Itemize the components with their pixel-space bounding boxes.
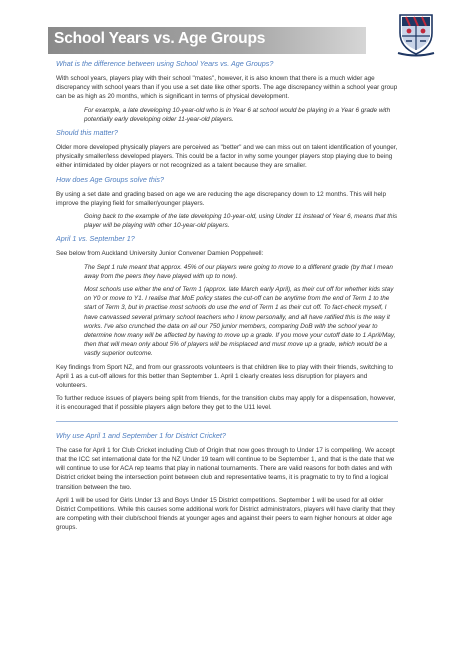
convener-quote: The Sept 1 rule meant that approx. 45% of our players were going to move to a different grade (by that I mean away from the peers they have played with up to now). (84, 263, 393, 280)
club-crest-logo (397, 9, 435, 57)
section-heading-april-vs-september: April 1 vs. September 1? (56, 234, 135, 244)
convener-quote: Most schools use either the end of Term 1 (approx. late March early April), as their cut off for whether kids stay on Y0 or move to Y1. I realise that MoE policy states the cut-off can be anytime from the end of Term 1 to the start of Term 3, but in practise most schools do use the end of Term 1 as their cut off. To fact-check myself, I have canvassed several primary school teachers who I know personally, and all have ratified this is the way it works. I've also crunched the data on all our 750 junior members, comparing DoB with the school year to determine how many will be affected by having to move up a grade. If you move your cutoff date to 1 April/May, then that will mean only about 5% of players will be misplaced and must move up a grade, which would be a vastly superior outcome. (84, 286, 396, 358)
paragraph: Older more developed physically players are perceived as "better" and we can miss out on talent identification of younger, physically smaller/less developed players. This could be a factor in why some younger players stop playing due to being either intimidated by older players or not recognized as a talent because they are smaller. (56, 144, 398, 170)
section-heading-district-cricket: Why use April 1 and September 1 for District Cricket? (56, 430, 226, 440)
paragraph: To further reduce issues of players being split from friends, for the transition clubs may apply for a dispensation, however, it is encouraged that if possible players align before they get to the U11 level. (56, 395, 396, 412)
example-quote: For example, a late developing 10-year-old who is in Year 6 at school would be playing in a Year 6 grade with potentially early developing older 11-year-old players. (84, 106, 391, 123)
paragraph: April 1 will be used for Girls Under 13 and Boys Under 15 District competitions. September 1 will be used for all older District Competitions. While this causes some additional work for District administrators, players will have clarity that they are competing with their club/school friends at younger ages and against their peers to earn higher honours at older age groups. (56, 496, 395, 532)
paragraph: By using a set date and grading based on age we are reducing the age discrepancy down to 12 months. This will help improve the playing field for smaller/younger players. (56, 190, 386, 207)
document-body (56, 59, 398, 537)
paragraph: See below from Auckland University Junior Convener Damien Poppelwell: (56, 250, 264, 258)
title-banner (48, 27, 366, 54)
section-heading-should-this-matter: Should this matter? (56, 128, 118, 138)
section-heading-difference: What is the difference between using School Years vs. Age Groups? (56, 59, 274, 68)
example-quote: Going back to the example of the late developing 10-year-old, using Under 11 instead of Year 6, means that this player will be playing with other 10-year-old players. (84, 213, 398, 230)
section-heading-age-groups-solution: How does Age Groups solve this? (56, 174, 165, 184)
page-title: School Years vs. Age Groups (54, 30, 266, 47)
section-divider (56, 421, 398, 422)
paragraph: The case for April 1 for Club Cricket including Club of Origin that now goes through to Under 17 is compelling. We accept that the ICC set international date for the NZ Under 19 team will continue to be September 1, and that is the date that we will continue to use for ACA rep teams that play in national tournaments. There are valid reasons for both dates and with District cricket being the intersection point between club and representative teams, it is pragmatic to try to find a logical transition between the two. (56, 446, 395, 491)
paragraph: With school years, players play with their school "mates", however, it is also known that there is a much wider age discrepancy with school years than if you use a set date like other sports. The age discrepancy within a school year group can be as high as 20 months, which is significant in terms of physical development. (56, 75, 398, 101)
paragraph: Key findings from Sport NZ, and from our grassroots volunteers is that children like to play with their friends, switching to April 1 as a cut-off allows for this better than September 1. April 1 clearly creates less disruption for players and volunteers. (56, 363, 394, 390)
